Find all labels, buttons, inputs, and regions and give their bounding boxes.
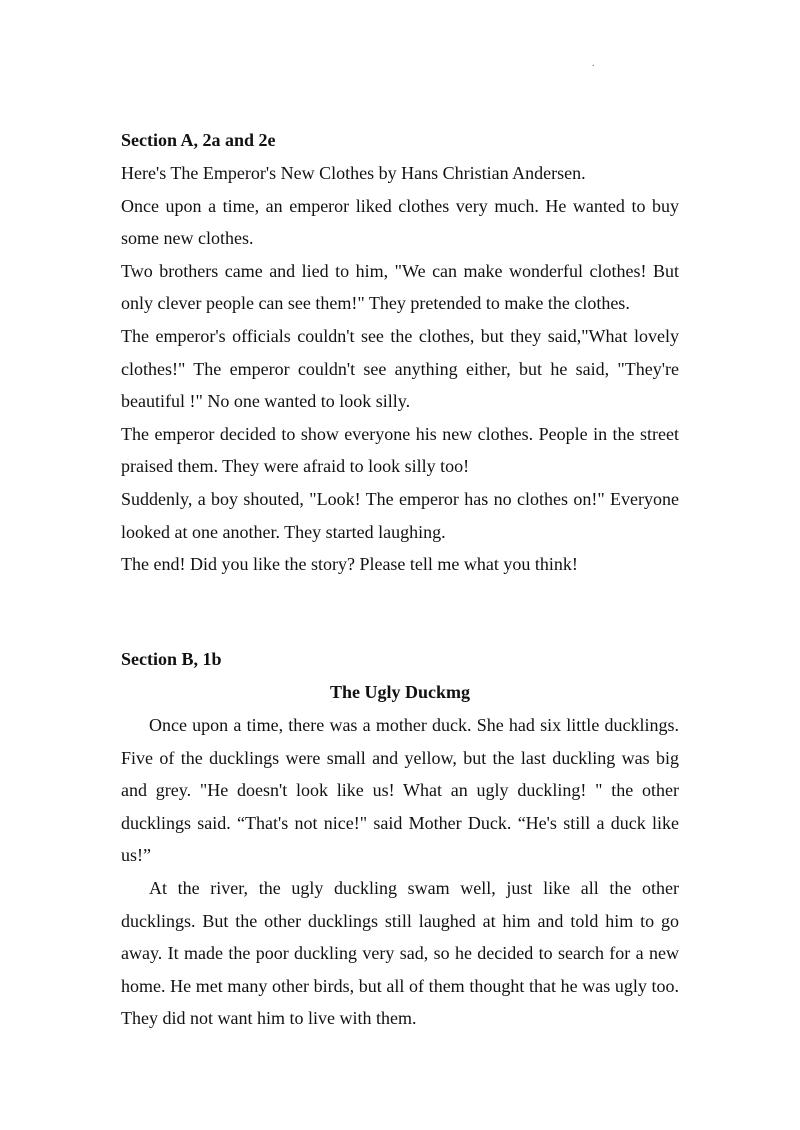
story-title: The Ugly Duckmg	[329, 682, 470, 702]
section-a-paragraph: Here's The Emperor's New Clothes by Hans Christian Andersen.	[121, 163, 586, 183]
section-a-paragraph: Once upon a time, an emperor liked clothes very much. He wanted to buy some new clothes.	[121, 195, 679, 249]
section-a	[121, 124, 679, 581]
section-b-heading: Section B, 1b	[121, 649, 222, 669]
section-a-heading: Section A, 2a and 2e	[121, 130, 276, 150]
section-a-paragraph: The emperor's officials couldn't see the clothes, but they said,"What lovely clothes!" The emperor couldn't see anything either, but he said, "They're beautiful !" No one wanted to look silly.	[121, 325, 679, 412]
section-a-paragraph: Suddenly, a boy shouted, "Look! The emperor has no clothes on!" Everyone looked at one another. They started laughing.	[121, 488, 679, 542]
section-b	[121, 643, 679, 1035]
section-a-paragraph: The end! Did you like the story? Please tell me what you think!	[121, 554, 578, 575]
header-mark: .	[592, 58, 595, 69]
section-a-paragraph: The emperor decided to show everyone his new clothes. People in the street praised them. They were afraid to look silly too!	[121, 423, 679, 477]
section-b-paragraph: Once upon a time, there was a mother duck. She had six little ducklings. Five of the ducklings were small and yellow, but the last duckling was big and grey. "He doesn't look like us! What an ugly duckling! " the other ducklings said. “That's not nice!" said Mother Duck. “He's still a duck like us!”	[121, 715, 679, 866]
section-a-paragraph: Two brothers came and lied to him, "We can make wonderful clothes! But only clever people can see them!" They pretended to make the clothes.	[121, 260, 679, 314]
section-b-paragraph: At the river, the ugly duckling swam well, just like all the other ducklings. But the other ducklings still laughed at him and told him to go away. It made the poor duckling very sad, so he decided to search for a new home. He met many other birds, but all of them thought that he was ugly too. They did not want him to live with them.	[121, 877, 679, 1029]
